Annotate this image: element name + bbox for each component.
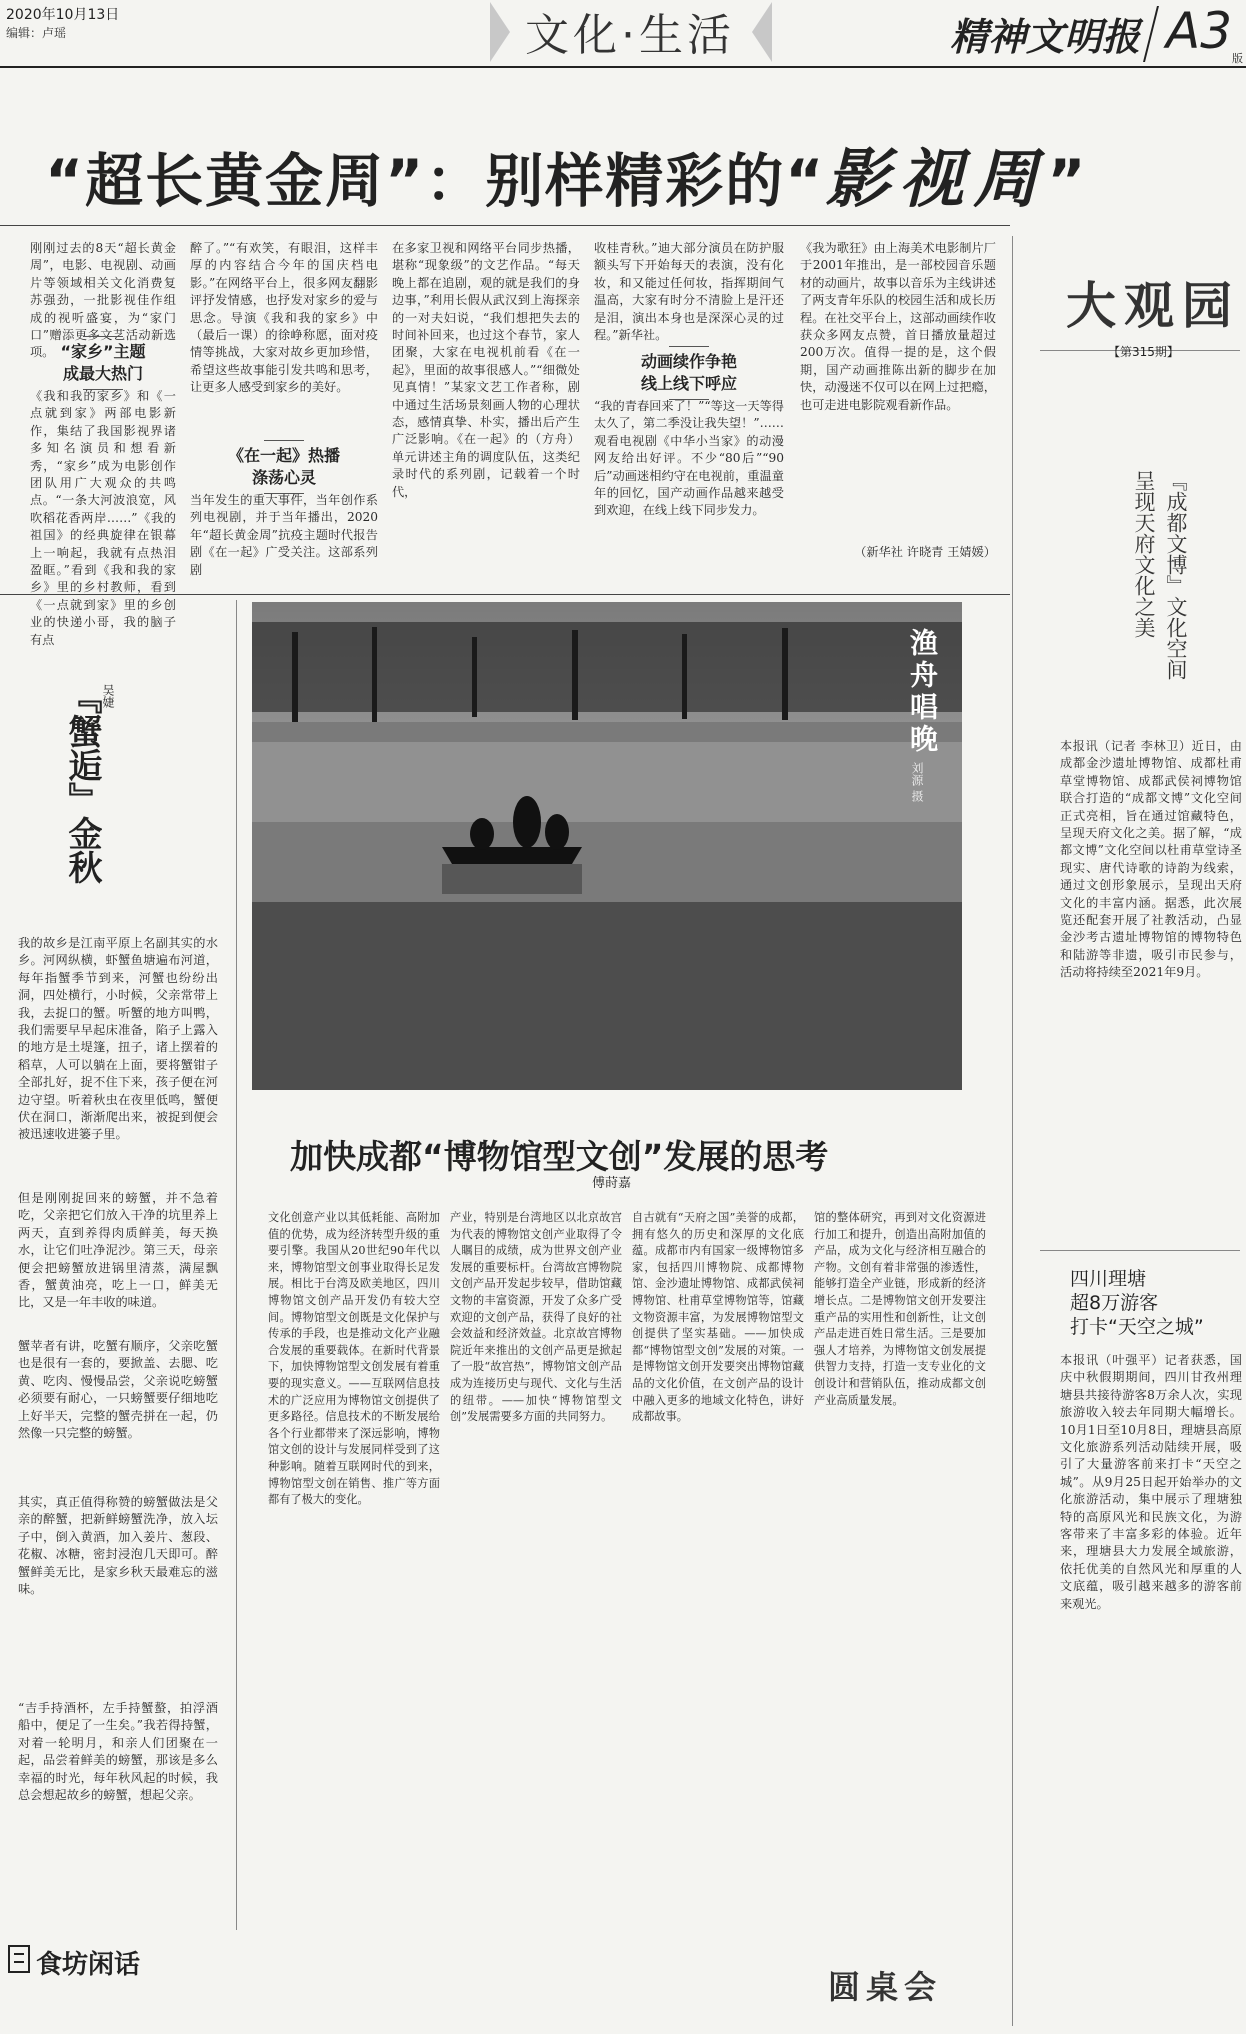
article1-subhead1 [30,332,176,394]
sichuan-rule [1040,1250,1240,1251]
article2-col3: 自古就有“天府之国”美誉的成都，拥有悠久的历史和深厚的文化底蕴。成都市内有国家一级博物馆多家，包括四川博物院、成都博物馆、金沙遗址博物馆、成都武侯祠博物馆、杜甫草堂博物馆等，馆藏文物资源丰富，为发展博物馆型文创提供了坚实基础。——加快成都“博物馆型文创”发展的对策。一是博物馆文创开发要突出博物馆藏品的文化价值，在文创产品的设计中融入更多的地域文化特色，讲好成都故事。 [632,1211,804,1424]
article2-col2: 产业，特别是台湾地区以北京故宫为代表的博物馆文创产业取得了令人瞩目的成绩，成为世界文创产业发展的重要标杆。台湾故宫博物院文创产品开发起步较早，借助馆藏文物的丰富资源，开发了众多广受欢迎的文创产品，获得了良好的社会效益和经济效益。北京故宫博物院近年来推出的文创产品更是掀起了一股“故宫热”，博物馆文创产品成为连接历史与现代、文化与生活的纽带。——加快“博物馆型文创”发展需要多方面的共同努力。 [450,1211,622,1424]
article1-col5: 《我为歌狂》由上海美术电影制片厂于2001年推出，是一部校园音乐题材的动画片，故事以音乐为主线讲述了两支青年乐队的校园生活和成长历程。在社交平台上，这部动画续作收获众多网友点赞，首日播放量超过200万次。值得一提的是，这个假期，国产动画推陈出新的脚步在加快，动漫迷不仅可以在网上过把瘾，也可走进电影院观看新作品。 [800,241,996,412]
headline-rule [0,225,1010,226]
article1-col2: 醉了。”“有欢笑，有眼泪，这样丰厚的内容结合今年的国庆档电影。”在网络平台上，很多网友翻影评抒发情感，也抒发对家乡的爱与思念。导演《我和我的家乡》中（最后一课）的徐峥称愿，面对疫情等挑战，大家对故乡更加珍惜，希望这些故事能引发共鸣和思考，让更多人感受到家乡的美好。 [190,241,378,395]
header-rule [0,66,1246,68]
article1-col4: 收桂青秋。”迪大部分演员在防护服额头写下开始每天的表演，没有化妆，和又能过任何妆，指挥期间气温高，大家有时分不清脸上是汗还是泪，演出本身也是深深心灵的过程。”新华社。 [594,241,784,343]
crab-divider [236,600,237,1930]
photo-fishing-boat [252,602,962,1090]
article1-rule [0,594,1010,595]
crab-col4: 其实，真正值得称赞的螃蟹做法是父亲的醉蟹，把新鲜螃蟹洗净，放入坛子中，倒入黄酒，加入姜片、葱段、花椒、冰糖，密封浸泡几天即可。醉蟹鲜美无比，是家乡秋天最难忘的滋味。 [18,1495,218,1597]
subhead2-line2: 涤荡心灵 [251,468,316,487]
header-slash [1143,6,1159,62]
photo-image [252,602,962,1090]
article2-title: 加快成都“博物馆型文创”发展的思考 [290,1137,829,1176]
article2-author: 傅莳嘉 [592,1176,632,1191]
article2-col4: 馆的整体研究，再到对文化资源进行加工和提升，创造出高附加值的产品，成为文化与经济相互融合的产物。文创有着非常强的渗透性，能够打造全产业链，形成新的经济增长点。二是博物馆文创开发要注重产品的实用性和创新性，让文创产品走进百姓日常生活。三是要加强人才培养，为博物馆文创发展提供智力支持，打造一支专业化的文创设计和营销队伍，推动成都文创产业高质量发展。 [814,1211,986,1407]
paper-name: 精神文明报 [950,14,1141,59]
chengdu-title-line1: 『成都文博』文化空间 [1164,470,1188,680]
daguan-title: 大观园 [1066,276,1240,335]
article1-subhead3 [594,342,784,404]
article1-credit: （新华社 许晓青 王婧媛） [854,545,996,559]
photo-title: 渔舟唱晚 [906,628,939,756]
issue-date: 2020年10月13日 [6,7,120,23]
crab-col2: 但是刚刚捉回来的螃蟹，并不急着吃，父亲把它们放入干净的坑里养上两天，直到养得肉质鲜美，每天换水，让它们吐净泥沙。第三天，母亲便会把螃蟹放进锅里清蒸，满屋飘香，蟹黄油亮，吃上一口，鲜美无比，又是一年丰收的味道。 [18,1191,218,1310]
subhead3-line1: 动画续作争艳 [640,352,737,371]
crab-author: 吴婕 [101,684,115,708]
photo-credit: 刘源 摄 [910,762,924,802]
page-number: A3 [1166,2,1233,60]
sichuan-title [1070,1267,1204,1339]
article1-col2b: 当年发生的重大事件，当年创作系列电视剧，并于当年播出，2020年“超长黄金周”抗疫主题时代报告剧《在一起》广受关注。这部系列剧 [190,493,378,577]
sichuan-body: 本报讯（叶强平）记者获悉，国庆中秋假期期间，四川甘孜州理塘县共接待游客8万余人次，实现旅游收入较去年同期大幅增长。10月1日至10月8日，理塘县高原文化旅游系列活动陆续开展，吸引了大量游客前来打卡“天空之城”。从9月25日起开始举办的文化旅游活动，集中展示了理塘独特的高原风光和民族文化，为游客带来了丰富多彩的体验。近年来，理塘县大力发展全域旅游，依托优美的自然风光和厚重的人文底蕴，吸引越来越多的游客前来观光。 [1060,1353,1242,1611]
right-divider [1012,236,1013,2026]
chengdu-body: 本报讯（记者 李林卫）近日，由成都金沙遗址博物馆、成都杜甫草堂博物馆、成都武侯祠博物馆联合打造的“成都文博”文化空间正式亮相，旨在通过馆藏特色，呈现天府文化之美。据了解，“成都文博”文化空间以杜甫草堂诗圣现实、唐代诗歌的诗韵为线索，通过文创形象展示，呈现出天府文化的丰富内涵。据悉，此次展览还配套开展了社教活动，凸显金沙考古遗址博物馆的博物特色和陆游等非遗，吸引市民参与，活动将持续至2021年9月。 [1060,739,1242,980]
editor-line: 编辑：卢瑶 [6,26,67,40]
section-banner [490,0,770,62]
headline-calligraphy: 影视周 [825,142,1048,217]
chengdu-title [1128,470,1192,730]
sichuan-title-line3: 打卡“天空之城” [1070,1316,1204,1338]
crab-col5: “吉手持酒杯，左手持蟹螯，拍浮酒船中，便足了一生矣。”我若得持蟹，对着一轮明月，和亲人们团聚在一起，品尝着鲜美的螃蟹，那该是多么幸福的时光，每年秋风起的时候，我总会想起故乡的螃蟹，想起父亲。 [18,1701,218,1803]
section-title: 文化·生活 [525,10,735,61]
subhead1-line1: “家乡”主题 [60,342,146,361]
section-chevron-right-icon [752,2,772,62]
crab-col3: 蟹苹者有讲，吃蟹有顺序，父亲吃蟹也是很有一套的，要掀盖、去腮、吃黄、吃肉、慢慢品尝，父亲说吃螃蟹必须要有耐心，一只螃蟹要仔细地吃上好半天，完整的蟹壳拼在一起，仍然像一只完整的螃蟹。 [18,1339,218,1441]
crab-col1: 我的故乡是江南平原上名副其实的水乡。河网纵横，虾蟹鱼塘遍布河道，每年指蟹季节到来，河蟹也纷纷出洞，四处横行，小时候，父亲常带上我，去捉口的蟹。听蟹的地方叫鸭，我们需要早早起床准备，陷子上露入的地方是土堤篷，扭子，诸上摆着的稻草，人可以躺在上面，要将蟹钳子全部扎好，捉不住下来，孩子便在河边守望。听着秋虫在夜里低鸣，蟹便伏在洞口，渐渐爬出来，被捉到便会被迅速收进篓子里。 [18,936,218,1142]
yuanzhuo-label: 圆桌会 [828,1968,943,2006]
main-headline [45,128,1087,220]
page-suffix: 版 [1232,52,1243,65]
headline-part1: “超长黄金周”：别样精彩的“ [45,147,826,215]
article1-col1: 刚刚过去的8天“超长黄金周”，电影、电视剧、动画片等领域相关文化消费复苏强劲，一批影视佳作组成的视听盛宴，为“家门口”赠添更多文艺活动新选项。 [30,241,176,360]
article1-subhead2 [190,436,378,498]
sichuan-title-line1: 四川理塘 [1070,1268,1147,1290]
shifang-label: 食坊闲话 [36,1950,141,1980]
food-icon [6,1942,32,1976]
sichuan-title-line2: 超8万游客 [1070,1292,1159,1314]
daguan-issue: 【第315期】 [1108,345,1179,359]
article1-col4b: “我的青春回来了！”“等这一天等得太久了，第二季没让我失望！”……观看电视剧《中华小当家》的动漫网友给出好评。不少“80后”“90后”动画迷相约守在电视前，重温童年的回忆，国产动画作品越来越受到欢迎，在线上线下同步发力。 [594,399,784,518]
headline-part2: ” [1047,147,1088,215]
crab-title: 『蟹逅』金秋 [62,680,102,884]
subhead1-line2: 成最大热门 [62,364,143,383]
subhead2-line1: 《在一起》热播 [227,446,340,465]
article1-col3: 在多家卫视和网络平台同步热播，堪称“现象级”的文艺作品。“每天晚上都在追剧，观的就是我们的身边事，”利用长假从武汉到上海探亲的一对夫妇说，“我们想把失去的时间补回来，也过这个春节，家人团聚，大家在电视机前看《在一起》，里面的故事很感人。”“细微处见真情！”某家文艺工作者称，剧中通过生活场景刻画人物的心理状态，感情真挚、朴实，播出后产生广泛影响。《在一起》的（方舟）单元讲述主角的调度队伍，这类纪录时代的系列剧，记载着一个时代， [392,241,580,499]
subhead3-line2: 线上线下呼应 [640,374,737,393]
chengdu-title-line2: 呈现天府文化之美 [1132,470,1156,638]
article1-col1b: 《我和我的家乡》和《一点就到家》两部电影新作，集结了我国影视界诸多知名演员和想看新秀，“家乡”成为电影创作团队用广大观众的共鸣点。“一条大河波浪宽，风吹稻花香两岸……”《我的祖国》的经典旋律在银幕上一响起，我就有点热泪盈眶。”看到《我和我的家乡》里的乡村教师，看到《一点就到家》里的乡创业的快递小哥，我的脑子有点 [30,389,176,647]
article2-col1: 文化创意产业以其低耗能、高附加值的优势，成为经济转型升级的重要引擎。我国从20世纪90年代以来，博物馆型文创事业取得长足发展。相比于台湾及欧美地区，四川博物馆文创产品开发仍有较大空间。博物馆型文创既是文化保护与传承的手段，也是推动文化产业融合发展的重要载体。在新时代背景下，加快博物馆型文创发展有着重要的现实意义。——互联网信息技术的广泛应用为博物馆文创提供了更多路径。信息技术的不断发展给各个行业都带来了深远影响，博物馆文创的设计与发展同样受到了这种影响。随着互联网时代的到来，博物馆型文创在销售、推广等方面都有了极大的变化。 [268,1211,440,1507]
